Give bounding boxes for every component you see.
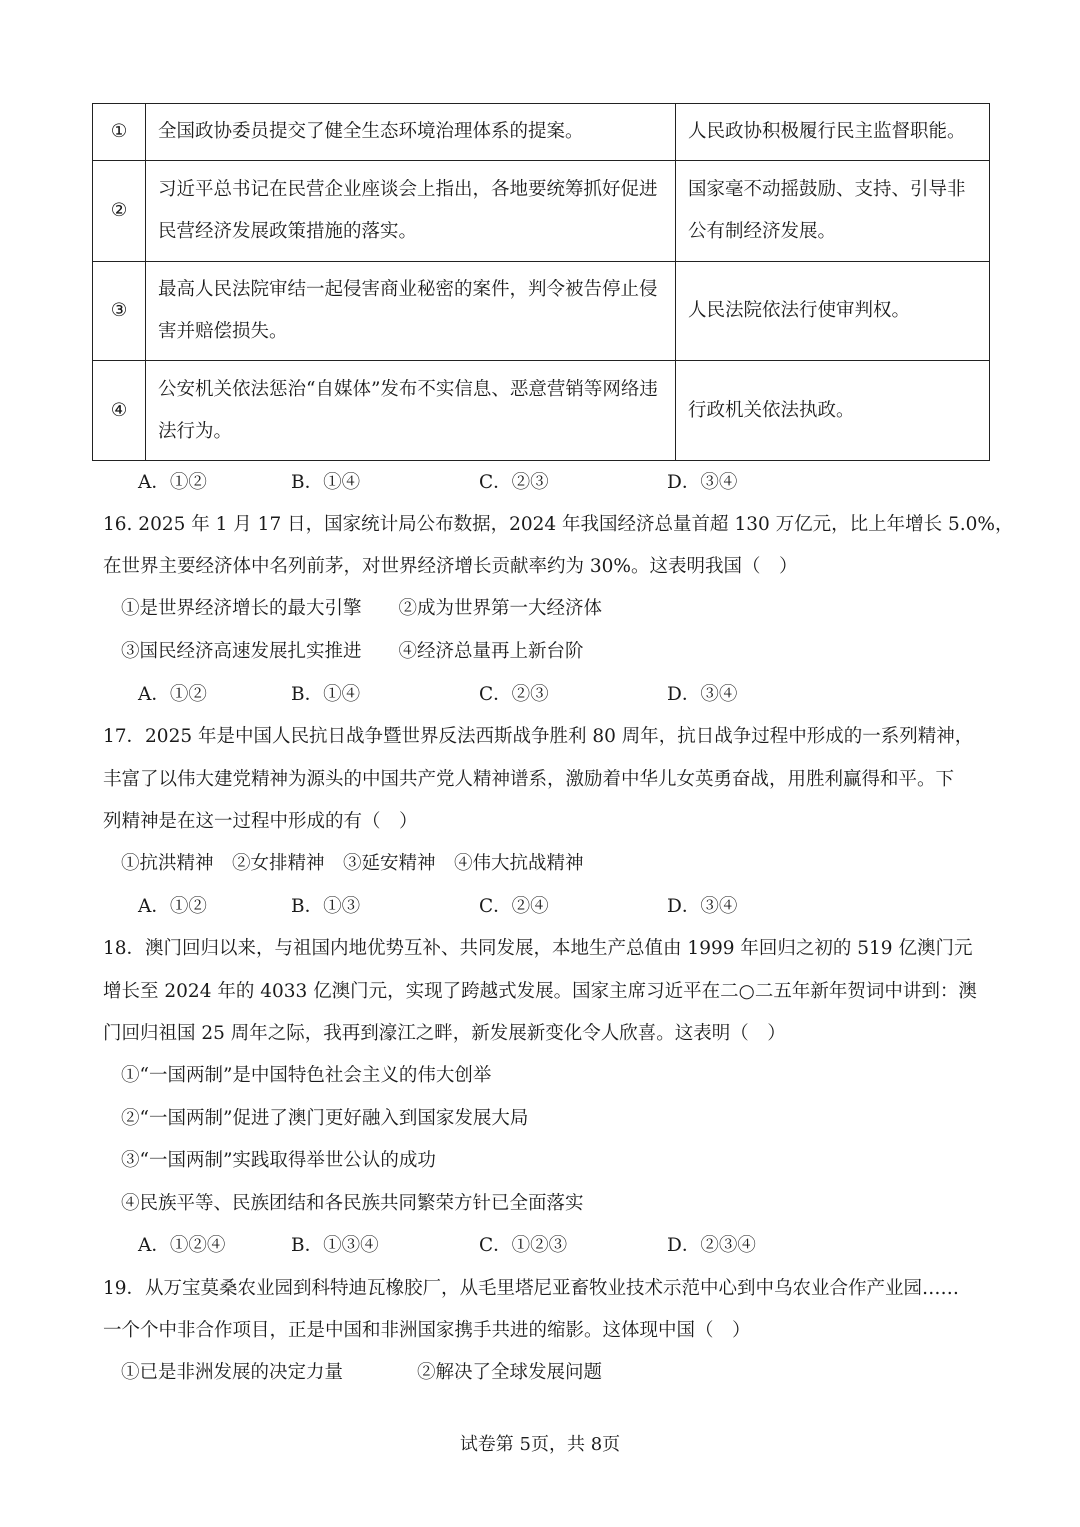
material-analysis-table bbox=[92, 103, 990, 461]
q16-option-line: ①是世界经济增长的最大引擎 ②成为世界第一大经济体 bbox=[121, 598, 603, 619]
q18-answer-b[interactable]: B．①③④ bbox=[291, 1235, 379, 1256]
analysis-cell: 行政机关依法执政。 bbox=[676, 361, 990, 461]
table-row bbox=[93, 262, 990, 361]
material-cell: 公安机关依法惩治“自媒体”发布不实信息、恶意营销等网络违法行为。 bbox=[146, 361, 676, 461]
q15-answer-d[interactable]: D．③④ bbox=[667, 472, 738, 493]
q16-answer-d[interactable]: D．③④ bbox=[667, 684, 738, 705]
table-row bbox=[93, 361, 990, 461]
q19-stem-line: 一个个中非合作项目，正是中国和非洲国家携手共进的缩影。这体现中国（ ） bbox=[103, 1320, 751, 1341]
row-number: ② bbox=[93, 161, 146, 262]
analysis-cell: 国家毫不动摇鼓励、支持、引导非公有制经济发展。 bbox=[676, 161, 990, 262]
row-number: ③ bbox=[93, 262, 146, 361]
material-cell: 全国政协委员提交了健全生态环境治理体系的提案。 bbox=[146, 104, 676, 161]
q17-answer-b[interactable]: B．①③ bbox=[291, 896, 361, 917]
q18-answer-a[interactable]: A．①②④ bbox=[138, 1235, 226, 1256]
q18-option-line: ①“一国两制”是中国特色社会主义的伟大创举 bbox=[121, 1065, 492, 1086]
q17-answer-a[interactable]: A．①② bbox=[138, 896, 207, 917]
q17-stem-line: 17．2025 年是中国人民抗日战争暨世界反法西斯战争胜利 80 周年，抗日战争过程中形成的一系列精神， bbox=[103, 726, 974, 747]
q16-answer-b[interactable]: B．①④ bbox=[291, 684, 361, 705]
q15-answer-a[interactable]: A．①② bbox=[138, 472, 207, 493]
q16-stem-line: 在世界主要经济体中名列前茅，对世界经济增长贡献率约为 30%。这表明我国（ ） bbox=[103, 556, 798, 577]
q19-option-line: ①已是非洲发展的决定力量 ②解决了全球发展问题 bbox=[121, 1362, 603, 1383]
row-number: ① bbox=[93, 104, 146, 161]
q17-stem-line: 列精神是在这一过程中形成的有（ ） bbox=[103, 811, 418, 832]
q18-stem-line: 增长至 2024 年的 4033 亿澳门元，实现了跨越式发展。国家主席习近平在二○二五年新年贺词中讲到：澳 bbox=[103, 981, 977, 1002]
q18-answer-c[interactable]: C．①②③ bbox=[479, 1235, 568, 1256]
q19-stem-line: 19．从万宝莫桑农业园到科特迪瓦橡胶厂，从毛里塔尼亚畜牧业技术示范中心到中乌农业合作产业园…… bbox=[103, 1278, 960, 1299]
q17-answer-d[interactable]: D．③④ bbox=[667, 896, 738, 917]
table-row bbox=[93, 161, 990, 262]
q18-stem-line: 18．澳门回归以来，与祖国内地优势互补、共同发展，本地生产总值由 1999 年回归之初的 519 亿澳门元 bbox=[103, 938, 973, 959]
q18-option-line: ④民族平等、民族团结和各民族共同繁荣方针已全面落实 bbox=[121, 1193, 584, 1214]
q17-option-line: ①抗洪精神 ②女排精神 ③延安精神 ④伟大抗战精神 bbox=[121, 853, 584, 874]
q17-stem-line: 丰富了以伟大建党精神为源头的中国共产党人精神谱系，激励着中华儿女英勇奋战，用胜利赢得和平。下 bbox=[103, 769, 955, 790]
q15-answer-c[interactable]: C．②③ bbox=[479, 472, 549, 493]
q18-option-line: ③“一国两制”实践取得举世公认的成功 bbox=[121, 1150, 436, 1171]
q18-stem-line: 门回归祖国 25 周年之际，我再到濠江之畔，新发展新变化令人欣喜。这表明（ ） bbox=[103, 1023, 786, 1044]
table-row bbox=[93, 104, 990, 161]
q16-stem-line: 16. 2025 年 1 月 17 日，国家统计局公布数据，2024 年我国经济总量首超 130 万亿元，比上年增长 5.0%， bbox=[103, 514, 1014, 535]
q18-answer-d[interactable]: D．②③④ bbox=[667, 1235, 756, 1256]
row-number: ④ bbox=[93, 361, 146, 461]
page-footer: 试卷第 5页，共 8页 bbox=[459, 1434, 621, 1455]
q16-answer-a[interactable]: A．①② bbox=[138, 684, 207, 705]
q15-answer-b[interactable]: B．①④ bbox=[291, 472, 361, 493]
q17-answer-c[interactable]: C．②④ bbox=[479, 896, 549, 917]
q16-answer-c[interactable]: C．②③ bbox=[479, 684, 549, 705]
q18-option-line: ②“一国两制”促进了澳门更好融入到国家发展大局 bbox=[121, 1108, 529, 1129]
q16-option-line: ③国民经济高速发展扎实推进 ④经济总量再上新台阶 bbox=[121, 641, 584, 662]
material-cell: 习近平总书记在民营企业座谈会上指出，各地要统筹抓好促进民营经济发展政策措施的落实。 bbox=[146, 161, 676, 262]
analysis-cell: 人民法院依法行使审判权。 bbox=[676, 262, 990, 361]
analysis-cell: 人民政协积极履行民主监督职能。 bbox=[676, 104, 990, 161]
material-cell: 最高人民法院审结一起侵害商业秘密的案件，判令被告停止侵害并赔偿损失。 bbox=[146, 262, 676, 361]
